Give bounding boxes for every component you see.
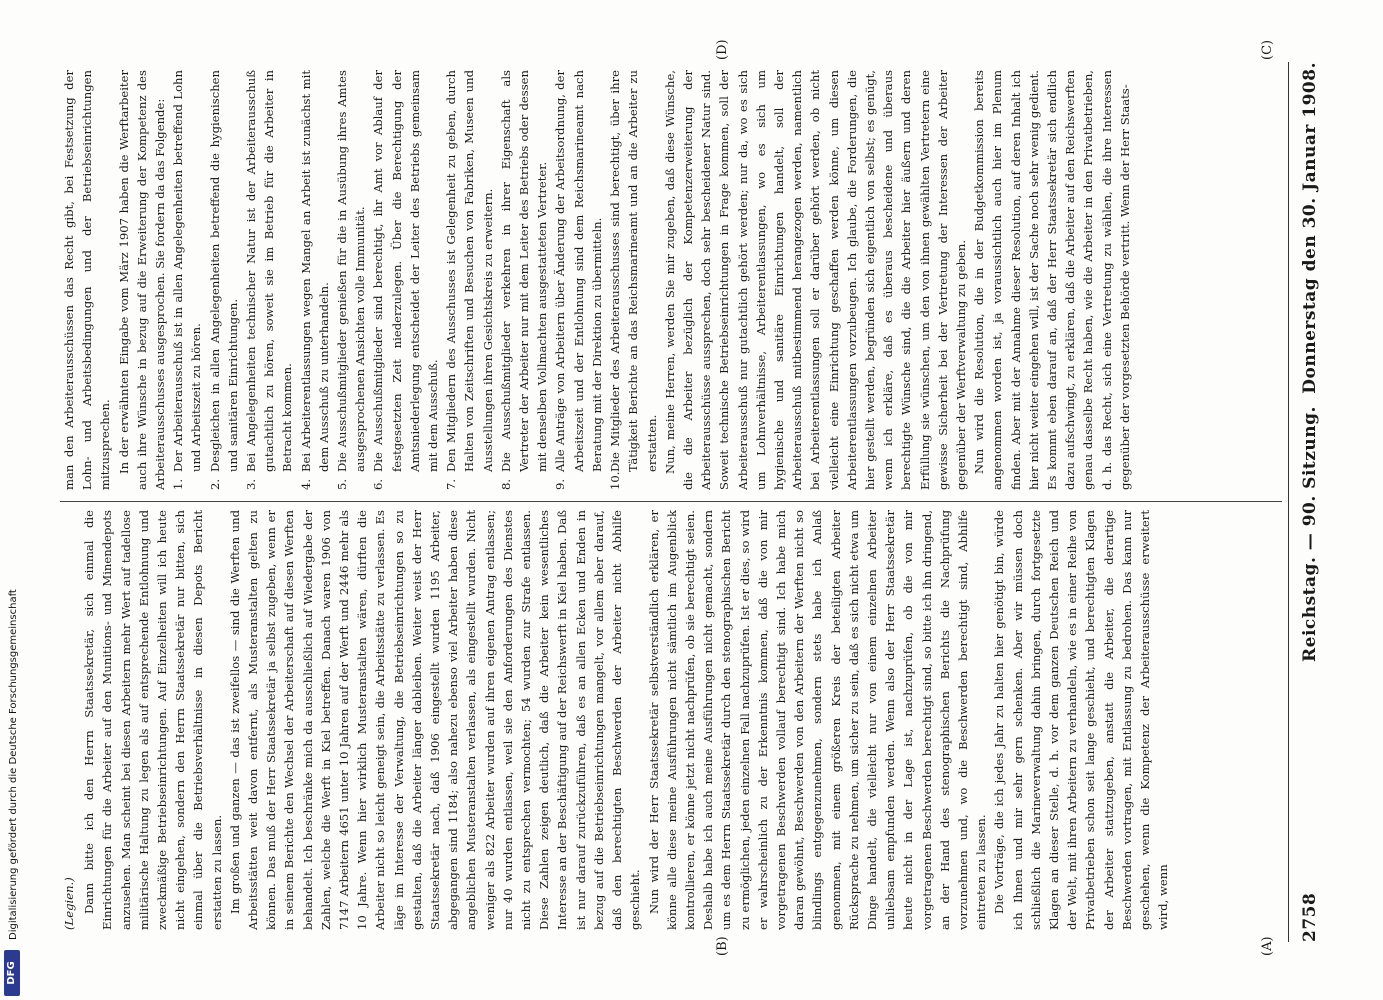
- margin-mark-c: (C): [1260, 39, 1275, 60]
- margin-mark-b: (B): [715, 936, 730, 956]
- paragraph: Nun wird der Herr Staatssekretär selbstverständlich erklären, er könne alle diese meine Ausführungen nicht sämtlich im Augenblick kontrollieren, er könne jetzt nicht nachprüfen, ob sie berechtigt seien. Deshalb habe ich auch meine Ausführungen nicht gemacht, sondern um es dem Herrn Staatssekretär durch den stenographischen Bericht zu ermöglichen, jeden einzelnen Fall nachzuprüfen. Ist er dies, so wird er wahrscheinlich zu der Erkenntnis kommen, daß die von mir vorgetragenen Beschwerden vollauf berechtigt sind. Ich habe mich daran gewöhnt, Beschwerden von den Arbeitern der Werften nicht so blindlings entgegenzunehmen, sondern stets habe ich Anlaß genommen, mit einem größeren Kreis der beteiligten Arbeiter Rücksprache zu nehmen, um sicher zu sein, daß es sich nicht etwa um Dinge handelt, die vielleicht nur von einem einzelnen Arbeiter unliebsam empfunden werden. Wenn also der Herr Staatssekretär heute nicht in der Lage ist, nachzuprüfen, ob die von mir vorgetragenen Beschwerden berechtigt sind, so bitte ich ihn dringend, an der Hand des stenographischen Berichts die Nachprüfung vorzunehmen und, wo die Beschwerden berechtigt sind, Abhilfe eintreten zu lassen.: [646, 510, 989, 930]
- header-rule: [1288, 62, 1289, 942]
- session-date: Donnerstag den 30. Januar 1908.: [1300, 62, 1320, 394]
- list-item: 3. Bei Angelegenheiten technischer Natur ist der Arbeiterausschuß gutachtlich zu hören, soweit sie im Betrieb für die Arbeiter in Betracht kommen.: [244, 70, 295, 490]
- left-column: [60, 510, 1282, 930]
- list-item: 10. Die Mitglieder des Arbeiterausschusses sind berechtigt, über ihre Tätigkeit Berichte an das Reichsmarineamt und an die Arbeiter zu erstatten.: [608, 70, 659, 490]
- list-item: 8. Die Ausschußmitglieder verkehren in ihrer Eigenschaft als Vertreter der Arbeiter nur mit dem Leiter des Betriebs oder dessen mit denselben Vollmachten ausgestatteten Vertreter.: [498, 70, 550, 490]
- list-item: 1. Der Arbeiterausschuß ist in allen Angelegenheiten betreffend Lohn und Arbeitszeit zu hören.: [171, 70, 204, 490]
- paragraph: man den Arbeiterausschüssen das Recht gibt, bei Festsetzung der Lohn- und Arbeitsbedingungen und der Betriebseinrichtungen mitzusprechen.: [62, 70, 113, 490]
- session-title: Reichstag. — 90. Sitzung.: [1300, 406, 1320, 662]
- digitization-credit: Digitalisierung gefördert durch die Deutsche Forschungsgemeinschaft: [8, 589, 19, 940]
- list-item: 5. Die Ausschußmitglieder genießen für die in Ausübung ihres Amtes ausgesprochenen Ansichten volle Immunität.: [335, 70, 368, 490]
- right-column: [60, 70, 1282, 490]
- margin-mark-a: (A): [1260, 936, 1275, 956]
- paragraph: In der erwähnten Eingabe vom März 1907 haben die Werftarbeiter auch ihre Wünsche in bezug auf die Erweiterung der Kompetenz des Arbeiterausschusses ausgesprochen. Sie fordern da das Folgende:: [116, 70, 168, 490]
- list-item: 9. Alle Anträge von Arbeitern über Änderung der Arbeitsordnung, der Arbeitszeit und der Entlohnung sind dem Reichsmarineamt nach Beratung mit der Direktion zu übermitteln.: [553, 70, 604, 490]
- list-item: 4. Bei Arbeiterentlassungen wegen Mangel an Arbeit ist zunächst mit dem Ausschuß zu unterhandeln.: [298, 70, 331, 490]
- margin-mark-d: (D): [715, 39, 730, 60]
- paragraph: Nun, meine Herren, werden Sie mir zugeben, daß diese Wünsche, die die Arbeiter bezüglich der Kompetenzerweiterung der Arbeiterausschüsse aussprechen, doch sehr bescheidener Natur sind. Soweit technische Betriebseinrichtungen in Frage kommen, soll der Arbeiterausschuß nur gutachtlich gehört werden; nur da, wo es sich um Lohnverhältnisse, Arbeiterentlassungen, wo es sich um hygienische und sanitäre Einrichtungen handelt, soll der Arbeiterausschuß mitbestimmend herangezogen werden, namentlich bei Arbeiterentlassungen soll er darüber gehört werden, ob nicht vielleicht eine Einrichtung geschaffen werden könne, um diesen Arbeiterentlassungen vorzubeugen. Ich glaube, die Forderungen, die hier gestellt werden, begründen sich eigentlich von selbst; es genügt, wenn ich erkläre, daß es überaus bescheidene und überaus berechtigte Wünsche sind, die die Arbeiter hier äußern und deren Erfüllung sie wünschen, um den von ihnen gewählten Vertretern eine gewisse Sicherheit bei der Vertretung der Interessen der Arbeiter gegenüber der Werftverwaltung zu geben.: [662, 70, 968, 490]
- column-divider: [60, 501, 1282, 502]
- demands-list: [169, 70, 660, 490]
- paragraph: Die Vorträge, die ich jedes Jahr zu halten hier genötigt bin, würde ich Ihnen und mir sehr gern schenken. Aber wir müssen doch schließlich die Marineverwaltung dahin bringen, durch fortgesetzte Klagen an dieser Stelle, d. h. vor dem ganzen Deutschen Reich und der Welt, mit ihren Arbeitern zu verhandeln, wie es in einer Reihe von Privatbetrieben schon seit lange geschieht, und berechtigten Klagen der Arbeiter stattzugeben, anstatt die Arbeiter, die derartige Beschwerden vortragen, mit Entlassung zu bedrohen. Das kann nur geschehen, wenn die Kompetenz der Arbeiterausschüsse erweitert wird, wenn: [992, 510, 1171, 930]
- speaker-label: (Legien.): [62, 877, 76, 930]
- page-number: 2758: [1300, 892, 1320, 942]
- dfg-logo: DFG: [4, 950, 20, 996]
- paragraph: Dann bitte ich den Herrn Staatssekretär, sich einmal die Einrichtungen für die Arbeiter auf den Munitions- und Minendepots anzusehen. Man scheint bei diesen Arbeitern mehr Wert auf tadellose militärische Haltung zu legen als auf entsprechende Entlohnung und zweckmäßige Betriebseinrichtungen. Auf Einzelheiten will ich heute nicht eingehen, sondern den Herrn Staatssekretär nur bitten, sich einmal über die Betriebsverhältnisse in diesen Depots Bericht erstatten zu lassen.: [82, 510, 224, 930]
- list-item: 7. Den Mitgliedern des Ausschusses ist Gelegenheit zu geben, durch Halten von Zeitschriften und Besuchen von Fabriken, Museen und Ausstellungen ihren Gesichtskreis zu erweitern.: [444, 70, 495, 490]
- paragraph: Nun wird die Resolution, die in der Budgetkommission bereits angenommen worden ist, ja voraussichtlich auch hier im Plenum finden. Aber mit der Annahme dieser Resolution, auf deren Inhalt ich hier nicht weiter eingehen will, ist der Sache noch sehr wenig gedient. Es kommt eben darauf an, daß der Herr Staatssekretär sich endlich dazu aufschwingt, zu erklären, daß die Arbeiter auf den Reichswerften genau dasselbe Recht haben, wie die Arbeiter in den Privatbetrieben, d. h. das Recht, sich eine Vertretung zu wählen, die ihre Interessen gegenüber der vorgesetzten Behörde vertritt. Wenn der Herr Staats-: [972, 70, 1132, 490]
- paragraph: Im großen und ganzen — das ist zweifellos — sind die Werften und Arbeitsstätten weit davon entfernt, als Musteranstalten gelten zu können. Das muß der Herr Staatssekretär ja selbst zugeben, wenn er in seinem Berichte den Wechsel der Arbeiterschaft auf diesen Werften behandelt. Ich beschränke mich da ausschließlich auf Wiedergabe der Zahlen, welche die Werft in Kiel betreffen. Danach waren 1906 von 7147 Arbeitern 4651 unter 10 Jahren auf der Werft und 2446 mehr als 10 Jahre. Wenn hier wirklich Musteranstalten wären, dürften die Arbeiter nicht so leicht geneigt sein, die Arbeitsstätte zu verlassen. Es läge im Interesse der Verwaltung, die Betriebseinrichtungen so zu gestalten, daß die Arbeiter länger dableiben. Weiter weist der Herr Staatssekretär nach, daß 1906 eingestellt wurden 1195 Arbeiter, abgegangen sind 1184; also nahezu ebenso viel Arbeiter haben diese angeblichen Musteranstalten verlassen, als eingestellt wurden. Nicht weniger als 822 Arbeiter wurden auf ihren eigenen Antrag entlassen; nur 40 wurden entlassen, weil sie den Anforderungen des Dienstes nicht zu entsprechen vermochten; 54 wurden zur Strafe entlassen. Diese Zahlen zeigen deutlich, daß die Arbeiter kein wesentliches Interesse an der Beschäftigung auf der Reichswerft in Kiel haben. Daß ist nur darauf zurückzuführen, daß es an allen Ecken und Enden in bezug auf die Betriebseinrichtungen mangelt, vor allem aber darauf, daß den berechtigten Beschwerden der Arbeiter nicht Abhilfe geschieht.: [227, 510, 643, 930]
- page-header: [1300, 62, 1322, 942]
- list-item: 6. Die Ausschußmitglieder sind berechtigt, ihr Amt vor Ablauf der festgesetzten Zeit niederzulegen. Über die Berechtigung der Amtsniederlegung entscheidet der Leiter des Betriebs gemeinsam mit dem Ausschuß.: [371, 70, 441, 490]
- list-item: 2. Desgleichen in allen Angelegenheiten betreffend die hygienischen und sanitären Einrichtungen.: [207, 70, 240, 490]
